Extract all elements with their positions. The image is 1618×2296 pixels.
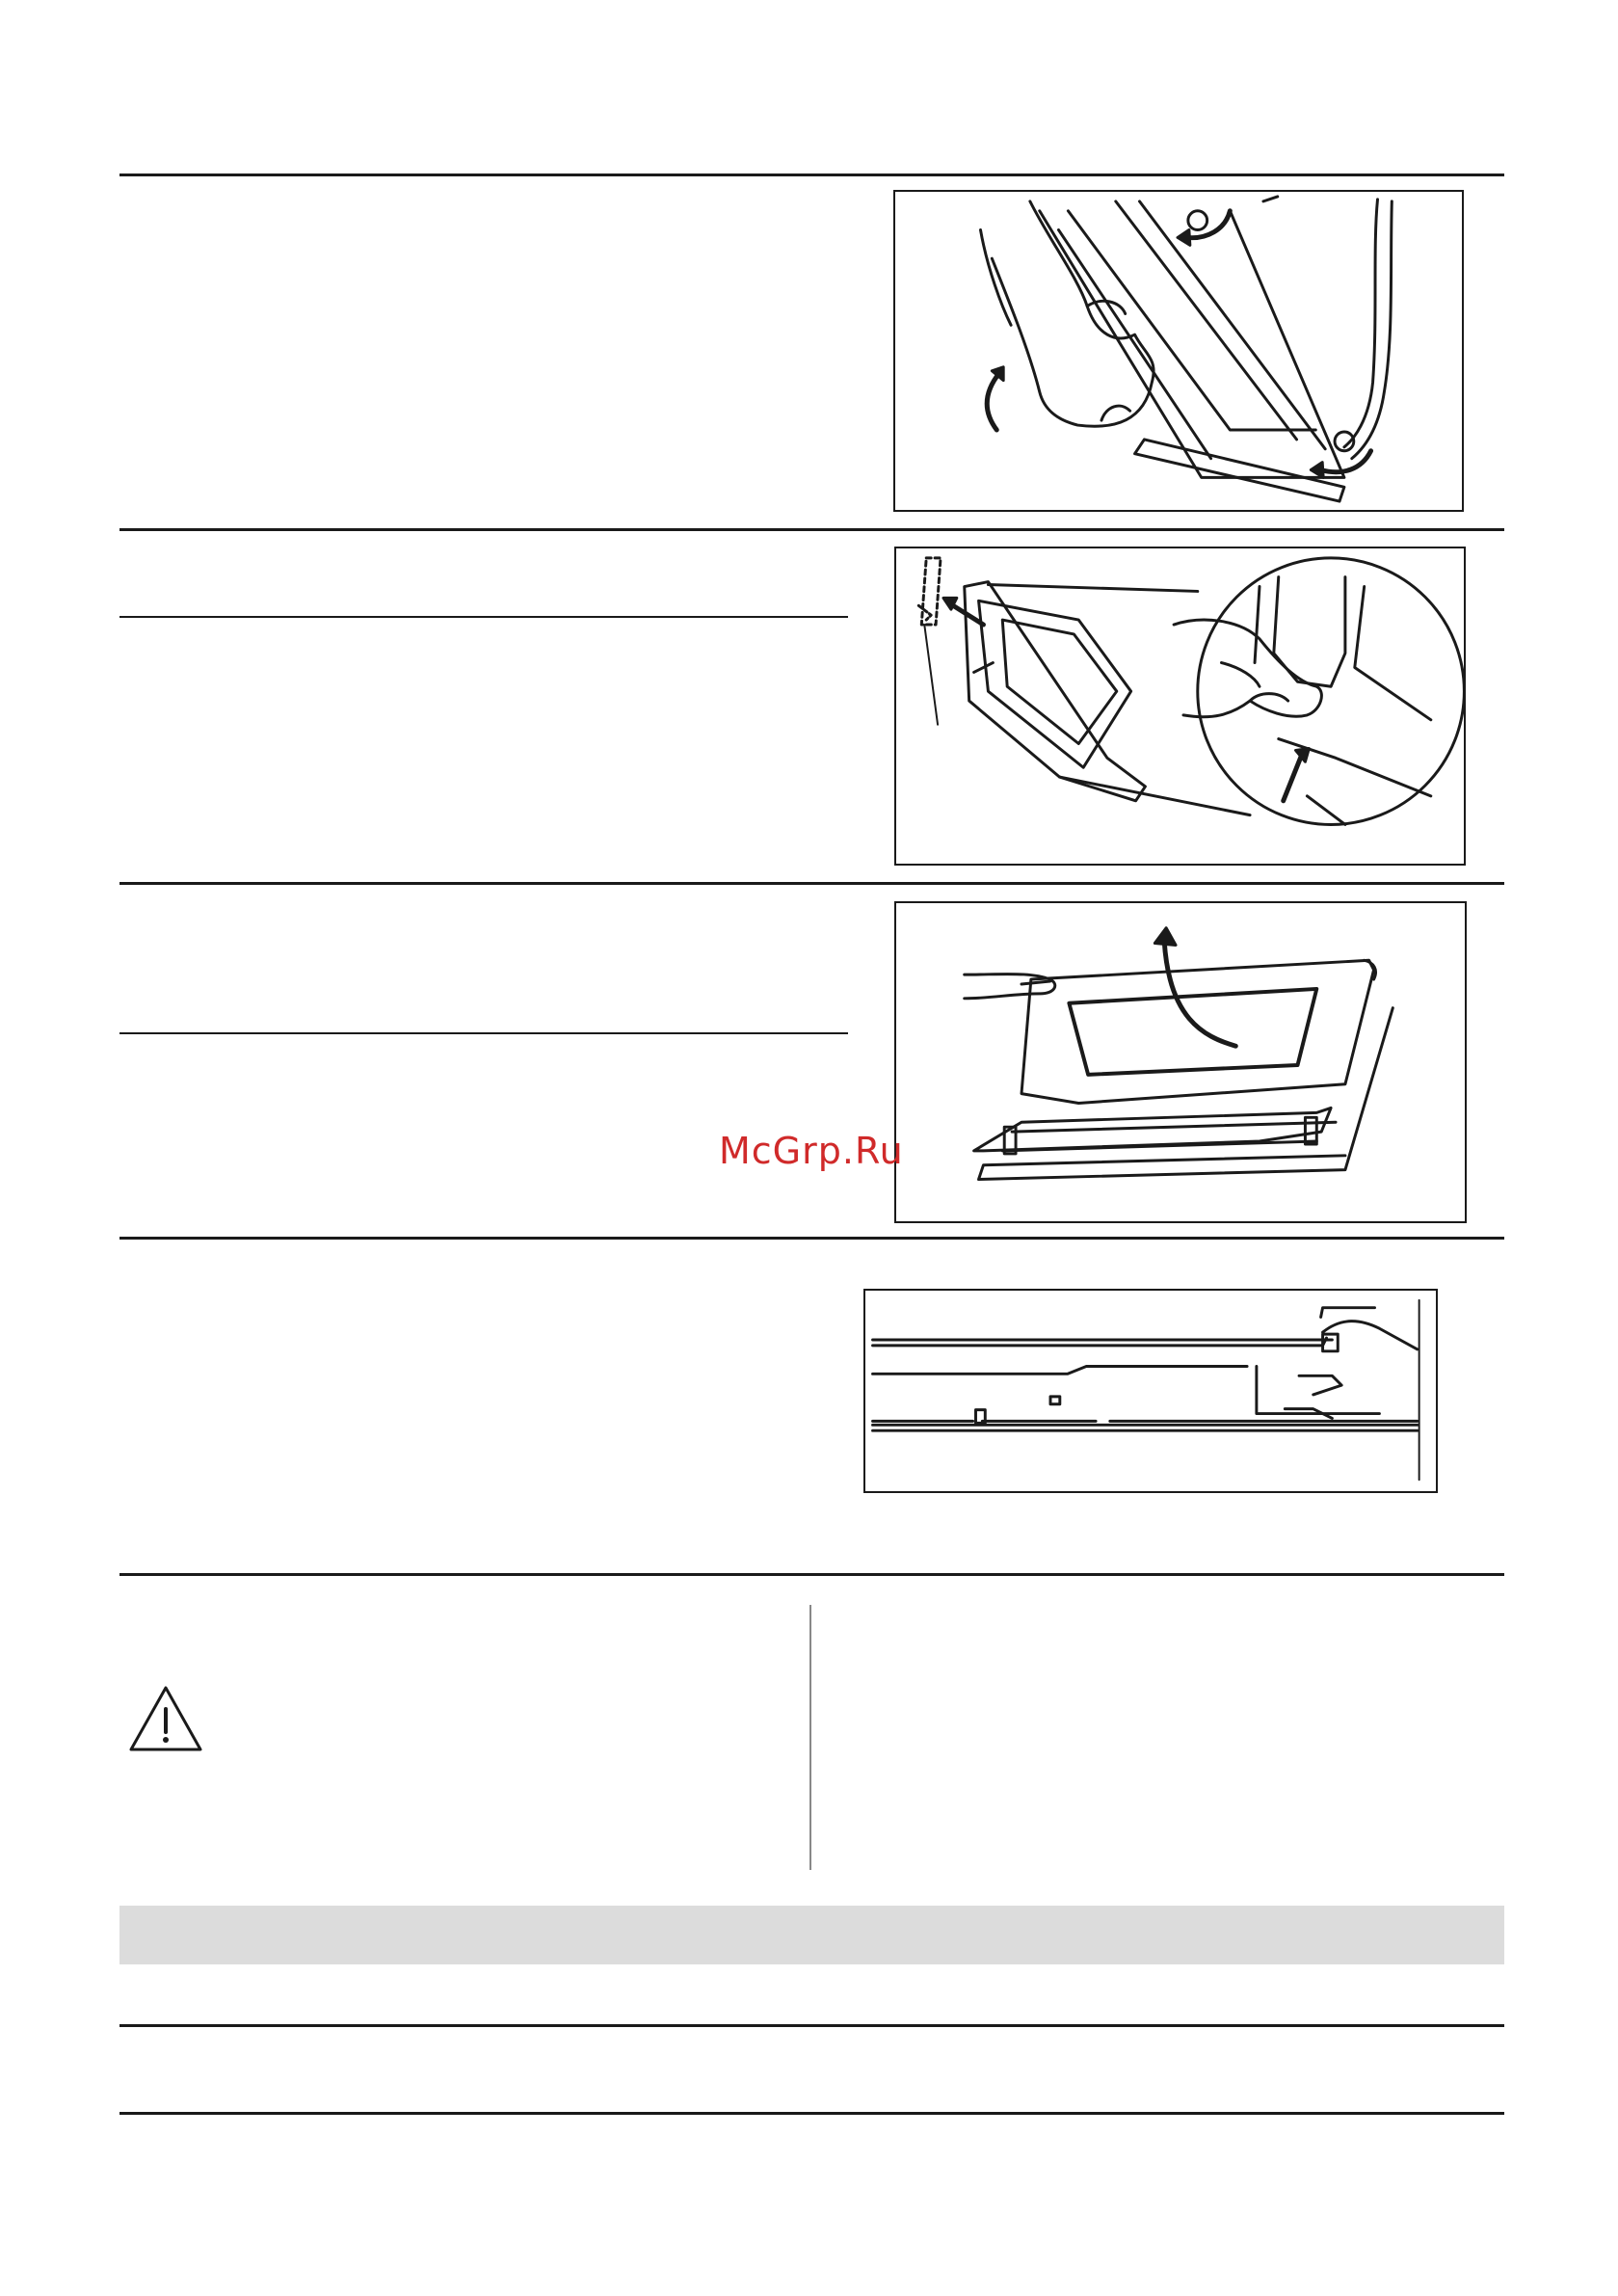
watermark-text: McGrp.Ru [719, 1130, 904, 1172]
column-divider [809, 1605, 811, 1870]
door-trim-removal-illustration [894, 547, 1466, 866]
section-divider-3 [119, 882, 1504, 885]
door-hinge-lift-illustration [893, 190, 1464, 512]
section-divider-2 [119, 528, 1504, 531]
glass-panel-removal-illustration [894, 901, 1467, 1223]
door-profile-cross-section [863, 1289, 1438, 1493]
subsection-divider-2a [119, 616, 848, 618]
warning-triangle-icon [127, 1684, 204, 1753]
section-divider-6 [119, 2024, 1504, 2027]
section-divider-4 [119, 1237, 1504, 1240]
section-divider-5 [119, 1573, 1504, 1576]
section-divider-7 [119, 2112, 1504, 2115]
section-divider-1 [119, 174, 1504, 176]
section-header-band [119, 1906, 1504, 1964]
subsection-divider-3a [119, 1032, 848, 1034]
